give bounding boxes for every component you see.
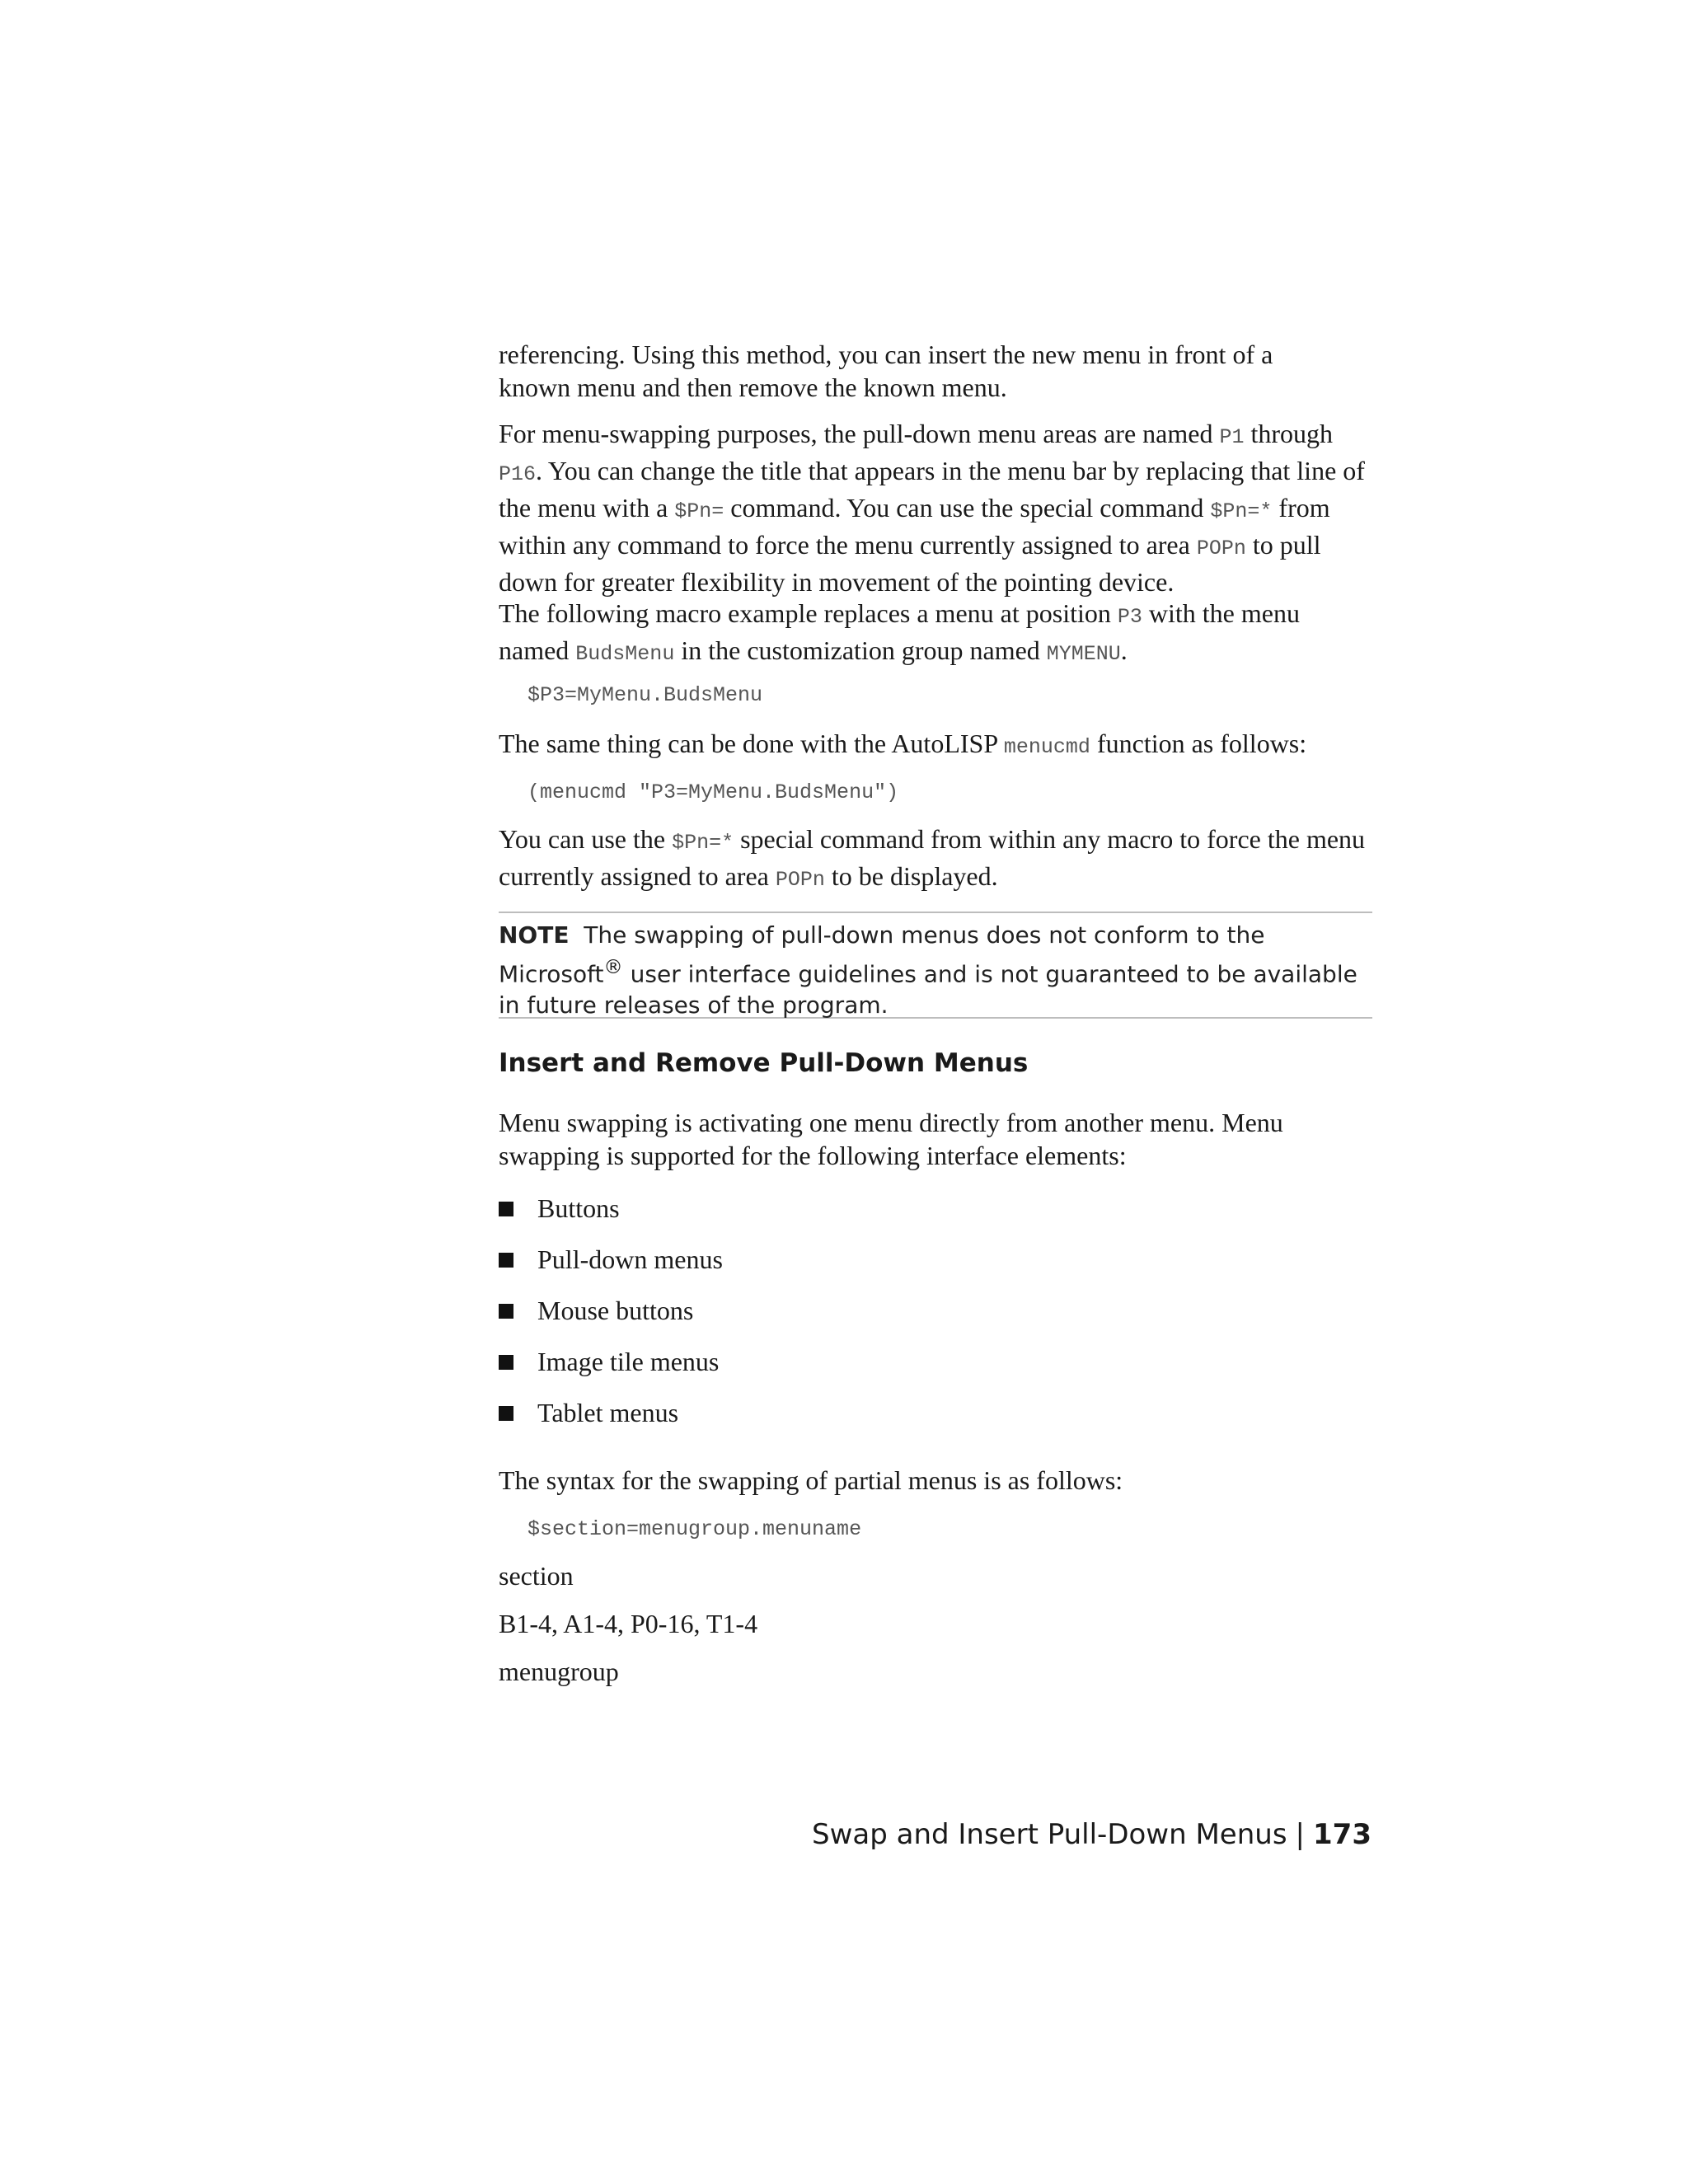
bullet-square-icon [499,1202,513,1216]
list-item-label: Mouse buttons [537,1296,694,1325]
text-run: You can use the [499,824,673,854]
definition-value-section: B1-4, A1-4, P0-16, T1-4 [499,1609,758,1638]
code-example-1: $P3=MyMenu.BudsMenu [528,683,763,707]
code-term: P3 [1117,605,1142,629]
list-item-label: Buttons [537,1193,620,1223]
code-term: MYMENU [1046,642,1121,666]
code-term: P1 [1219,425,1245,449]
text-run: in the customization group named [674,635,1047,665]
code-term: $Pn= [674,499,724,523]
text-run: from within any command to force the menu currently assigned to area [499,493,1330,560]
text-run: command. You can use the special command [724,493,1211,523]
bullet-square-icon [499,1304,513,1319]
text-run: with the menu named [499,598,1300,665]
paragraph-menu-areas [499,417,1376,598]
note-box [499,912,1372,1019]
bullet-square-icon [499,1355,513,1370]
code-example-2: (menucmd "P3=MyMenu.BudsMenu") [528,780,899,804]
note-label: NOTE [499,921,570,949]
code-term: POPn [1196,537,1246,560]
footer-title: Swap and Insert Pull-Down Menus [812,1818,1287,1851]
paragraph-syntax: The syntax for the swapping of partial menus is as follows: [499,1465,1123,1495]
text-run: to be displayed. [824,861,998,891]
code-term: $Pn=* [672,831,734,855]
text-run: . You can change the title that appears in the menu bar by replacing that line of the menu with a [499,456,1365,523]
paragraph-intro [499,338,1376,404]
paragraph-macro-example [499,597,1376,671]
note-text-2: user interface guidelines and is not guaranteed to be available in future releases of the program. [499,960,1357,1019]
list-item-label: Pull-down menus [537,1244,723,1274]
code-term: P16 [499,462,537,486]
list-item [499,1192,723,1243]
list-item [499,1345,723,1396]
code-term: POPn [775,868,825,892]
paragraph-intro-line1: referencing. Using this method, you can insert the new menu in front of a [499,340,1273,369]
text-run: special command from within any macro to force the menu currently assigned to area [499,824,1366,891]
text-run: function as follows: [1090,729,1307,758]
list-item [499,1294,723,1345]
page-number: 173 [1313,1818,1372,1851]
list-item-label: Image tile menus [537,1347,720,1376]
paragraph-special-command [499,823,1376,897]
code-term: $Pn=* [1210,499,1273,523]
text-run: to pull down for greater flexibility in movement of the pointing device. [499,530,1321,597]
registered-mark: ® [603,955,623,978]
paragraph-menu-swapping: Menu swapping is activating one menu directly from another menu. Menu swapping is supported for the following interface elements: [499,1108,1283,1170]
text-run: For menu-swapping purposes, the pull-down menu areas are named [499,419,1220,448]
bullet-square-icon [499,1253,513,1268]
list-item-label: Tablet menus [537,1398,679,1427]
paragraph-autolisp [499,727,1376,764]
code-term: BudsMenu [575,642,675,666]
definition-term-menugroup: menugroup [499,1657,619,1686]
definition-term-section: section [499,1561,574,1591]
code-term: menucmd [1003,735,1090,759]
note-text-1: The swapping of pull-down menus does not conform to the Microsoft [499,921,1265,988]
page-footer [812,1816,1372,1853]
bullet-list [499,1192,723,1447]
list-item [499,1396,723,1447]
code-example-3: $section=menugroup.menuname [528,1517,862,1541]
text-run: The following macro example replaces a menu at position [499,598,1118,628]
paragraph-intro-line2: known menu and then remove the known menu. [499,373,1007,402]
bullet-square-icon [499,1406,513,1421]
section-heading: Insert and Remove Pull-Down Menus [499,1048,1029,1078]
footer-separator: | [1295,1818,1306,1851]
list-item [499,1243,723,1294]
text-run: The same thing can be done with the AutoLISP [499,729,1004,758]
text-run: through [1244,419,1333,448]
text-run: . [1120,635,1128,665]
